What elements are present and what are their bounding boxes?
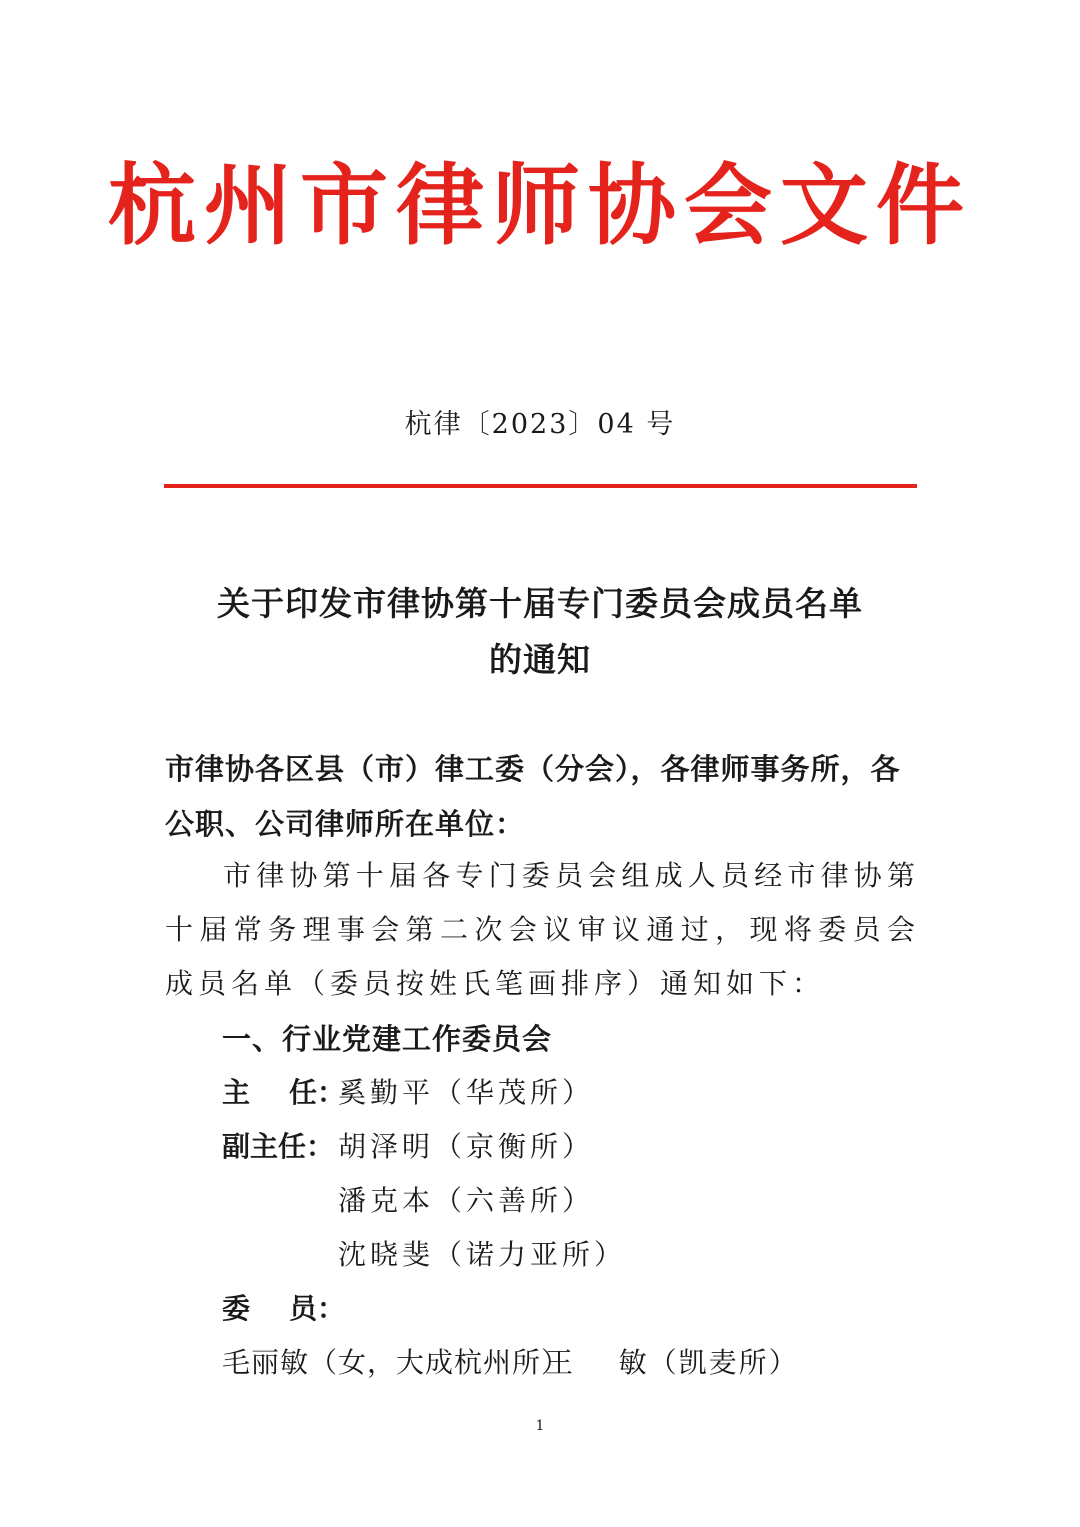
page-number: 1: [535, 1418, 545, 1434]
addressee: 市律协各区县（市）律工委（分会），各律师事务所，各公职、公司律师所在单位：: [165, 752, 901, 841]
deputy-director-1: 胡泽明（京衡所）: [338, 1130, 595, 1163]
section-heading: 一、行业党建工作委员会: [222, 1022, 553, 1056]
notice-title: [140, 576, 940, 688]
notice-title-line-1: 关于印发市律协第十届专门委员会成员名单: [217, 584, 863, 623]
member-2: 王 敏（凯麦所）: [545, 1346, 799, 1379]
deputy-director-3: 沈晓斐（诺力亚所）: [338, 1238, 627, 1271]
member-1: 毛丽敏（女，大成杭州所）: [222, 1346, 571, 1379]
director-label: 主 任：: [222, 1076, 345, 1109]
director-name: 奚勤平（华茂所）: [338, 1076, 595, 1109]
members-label: 委 员：: [222, 1292, 345, 1325]
notice-title-line-2: 的通知: [489, 640, 591, 679]
deputy-director-2: 潘克本（六善所）: [338, 1184, 595, 1217]
masthead-title: 杭州市律师协会文件: [107, 153, 972, 257]
deputy-director-label: 副主任：: [222, 1130, 335, 1163]
document-number: 杭律〔2023〕04 号: [404, 409, 676, 440]
body-paragraph: 市律协第十届各专门委员会组成人员经市律协第十届常务理事会第二次会议审议通过，现将委员会成员名单（委员按姓氏笔画排序）通知如下：: [165, 859, 920, 1000]
red-divider-rule: [164, 484, 917, 488]
